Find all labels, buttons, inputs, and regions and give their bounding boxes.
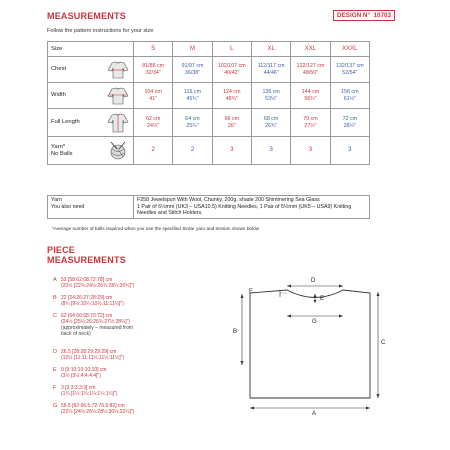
yarn-info-label: Yarn <box>51 197 62 203</box>
balls-cell: 3 <box>291 137 330 165</box>
width-garment-icon <box>107 87 129 105</box>
width-cell: 144 cm 56¾" <box>291 83 330 109</box>
chest-cell: 102/107 cm 40/42" <box>212 57 251 83</box>
size-instruction: Follow the pattern instructions for your size <box>47 28 154 34</box>
yarn-balls-label-cell <box>48 137 134 165</box>
yarn-value: F258 Jewelspun With Wool, Chunky, 200g, shade 200 Shimmering Sea Glass <box>137 197 320 203</box>
length-label-cell <box>48 109 134 137</box>
design-label: DESIGN N° <box>337 12 370 19</box>
length-cell: 66 cm 26" <box>212 109 251 137</box>
chest-cell: 112/117 cm 44/46" <box>251 57 290 83</box>
yarn-labels-cell <box>48 196 134 219</box>
length-cell: 72 cm 28¼" <box>330 109 369 137</box>
size-label: Size <box>48 42 134 57</box>
width-cell: 116 cm 45¾" <box>173 83 212 109</box>
chest-cell: 91/97 cm 36/38" <box>173 57 212 83</box>
length-cell: 64 cm 25¼" <box>173 109 212 137</box>
diagram-label-g: G <box>312 319 317 325</box>
width-cell: 136 cm 53½" <box>251 83 290 109</box>
chest-label: Chest <box>51 66 67 72</box>
chest-row <box>48 57 370 83</box>
size-cell: XXL <box>291 42 330 57</box>
chest-label-cell <box>48 57 134 83</box>
yarn-balls-row <box>48 137 370 165</box>
chest-garment-icon <box>107 61 129 79</box>
chest-cell: 81/86 cm 32/34" <box>134 57 173 83</box>
size-row <box>48 42 370 57</box>
chest-cell: 132/137 cm 52/54" <box>330 57 369 83</box>
width-cell: 104 cm 41" <box>134 83 173 109</box>
yarn-info-row <box>48 196 370 219</box>
need-label: You also need <box>51 203 85 210</box>
yarn-values-cell <box>134 196 370 219</box>
size-cell: XL <box>251 42 290 57</box>
diagram-label-c: C <box>381 340 386 346</box>
yarn-ball-icon <box>108 141 128 161</box>
length-cell: 70 cm 27½" <box>291 109 330 137</box>
balls-label: No Balls <box>51 150 73 157</box>
balls-cell: 2 <box>173 137 212 165</box>
design-number: 10703 <box>373 12 391 19</box>
diagram-label-d: D <box>311 278 316 284</box>
diagram-label-a: A <box>312 411 317 417</box>
balls-cell: 3 <box>330 137 369 165</box>
length-row <box>48 109 370 137</box>
length-cell: 68 cm 26¾" <box>251 109 290 137</box>
measurements-table <box>47 41 370 165</box>
size-cell: S <box>134 42 173 57</box>
balls-cell: 3 <box>212 137 251 165</box>
balls-cell: 3 <box>251 137 290 165</box>
piece-title: PIECE MEASUREMENTS <box>47 245 126 265</box>
diagram-label-b: B <box>233 329 238 335</box>
width-cell: 156 cm 61½" <box>330 83 369 109</box>
width-row <box>48 83 370 109</box>
yarn-info-table <box>47 195 370 219</box>
size-cell: XXXL <box>330 42 369 57</box>
footnote: *Average number of balls required when you use the specified Sirdar yarn and tension shown below <box>52 226 260 231</box>
need-value: 1 Pair of 6½mm (UK3 – USA10.5) Knitting Needles, 1 Pair of 5½mm (UK5 – USA9) Knitting Needles and Stitch Holders. <box>137 203 352 216</box>
yarn-label: Yarn* <box>51 143 66 150</box>
length-cell: 62 cm 24½" <box>134 109 173 137</box>
length-label: Full Length <box>51 119 80 125</box>
width-label: Width <box>51 92 66 98</box>
diagram-label-f: F <box>249 289 253 295</box>
balls-cell: 2 <box>134 137 173 165</box>
design-number-box <box>333 10 395 21</box>
width-label-cell <box>48 83 134 109</box>
chest-cell: 122/127 cm 48/50" <box>291 57 330 83</box>
length-garment-icon <box>107 113 129 133</box>
diagram-label-e: E <box>320 296 325 302</box>
size-cell: L <box>212 42 251 57</box>
width-cell: 124 cm 48¾" <box>212 83 251 109</box>
size-cell: M <box>173 42 212 57</box>
page-title: MEASUREMENTS <box>47 11 126 21</box>
